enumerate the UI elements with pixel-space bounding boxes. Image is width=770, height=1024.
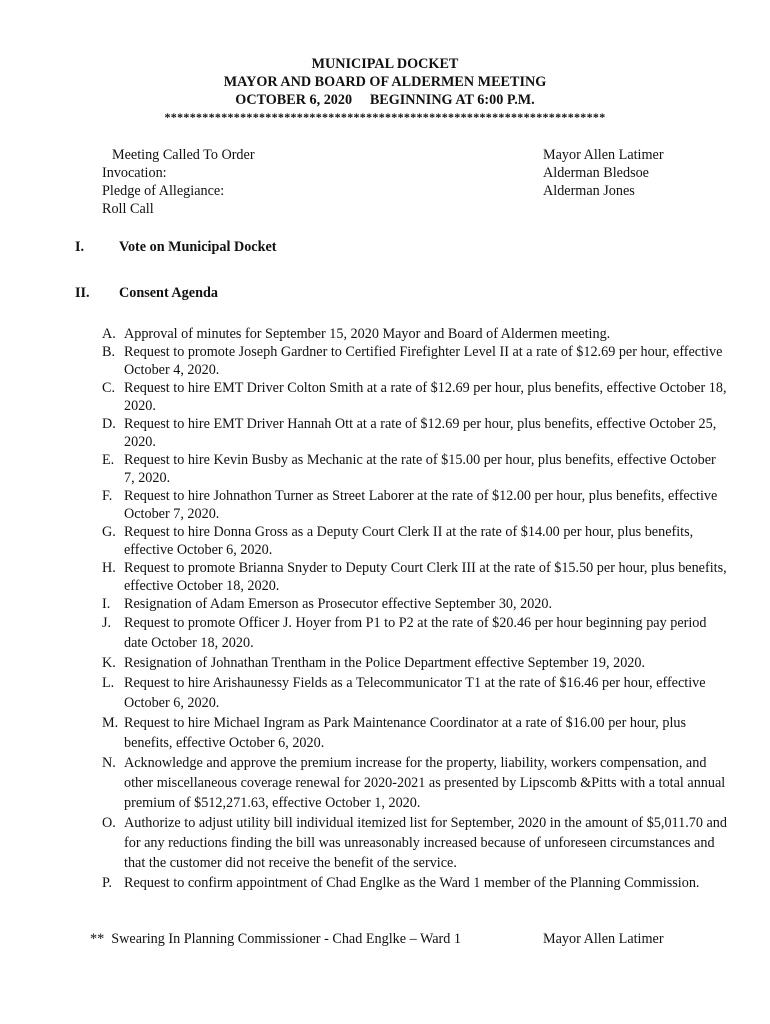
docket-title: MUNICIPAL DOCKET [311, 56, 459, 72]
item-text: Request to hire Arishaunessy Fields as a Telecommunicator T1 at the rate of $16.46 per hour, effective October 6, 2020. [124, 675, 706, 711]
meeting-name: MAYOR AND BOARD OF ALDERMEN MEETING [223, 74, 547, 90]
item-text: Acknowledge and approve the premium increase for the property, liability, workers compensation, and other miscellaneous coverage renewal for 2020-2021 as presented by Lipscomb &Pitts with a total annual premium of $512,271.63, effective October 1, 2020. [124, 755, 726, 811]
agenda-item [102, 753, 727, 813]
item-letter: O. [102, 815, 116, 831]
item-letter: D. [102, 416, 116, 432]
item-letter: F. [102, 488, 113, 504]
item-letter: L. [102, 675, 115, 691]
item-text: Request to promote Officer J. Hoyer from P1 to P2 at the rate of $20.46 per hour beginning pay period date October 18, 2020. [124, 615, 707, 651]
official-alderman-jones: Alderman Jones [543, 183, 635, 199]
item-letter: A. [102, 326, 116, 342]
item-letter: C. [102, 380, 116, 396]
meeting-called-to-order: Meeting Called To Order [112, 147, 255, 163]
item-letter: J. [102, 615, 112, 631]
swearing-in-note [90, 931, 690, 948]
item-text: Request to hire Donna Gross as a Deputy Court Clerk II at the rate of $14.00 per hour, plus benefits, effective October 6, 2020. [124, 524, 694, 558]
item-text: Request to hire Kevin Busby as Mechanic at the rate of $15.00 per hour, plus benefits, effective October 7, 2020. [124, 452, 716, 486]
item-letter: M. [102, 715, 119, 731]
section-consent-agenda [75, 285, 218, 302]
item-text: Request to promote Joseph Gardner to Certified Firefighter Level II at a rate of $12.69 per hour, effective October 4, 2020. [124, 344, 723, 378]
swearing-in-text: ** Swearing In Planning Commissioner - Chad Englke – Ward 1 [90, 931, 461, 947]
agenda-item [102, 379, 727, 415]
agenda-item [102, 343, 727, 379]
item-text: Resignation of Adam Emerson as Prosecutor effective September 30, 2020. [124, 596, 553, 612]
section-number: I. [75, 239, 85, 255]
swearing-in-official: Mayor Allen Latimer [543, 931, 664, 947]
agenda-item [102, 873, 727, 893]
item-letter: B. [102, 344, 116, 360]
item-letter: I. [102, 596, 111, 612]
item-letter: P. [102, 875, 112, 891]
agenda-item [102, 613, 727, 653]
item-text: Request to hire EMT Driver Colton Smith at a rate of $12.69 per hour, plus benefits, effective October 18, 2020. [124, 380, 727, 414]
section-number: II. [75, 285, 90, 301]
agenda-item [102, 595, 727, 613]
agenda-item [102, 653, 727, 673]
item-letter: E. [102, 452, 115, 468]
item-letter: H. [102, 560, 116, 576]
official-alderman-bledsoe: Alderman Bledsoe [543, 165, 649, 181]
item-text: Request to hire Johnathon Turner as Street Laborer at the rate of $12.00 per hour, plus benefits, effective October 7, 2020. [124, 488, 718, 522]
agenda-item [102, 415, 727, 451]
consent-agenda-list [102, 325, 727, 893]
item-text: Authorize to adjust utility bill individual itemized list for September, 2020 in the amount of $5,011.70 and for any reductions finding the bill was unreasonably increased because of unforeseen circumstances and that the customer did not receive the benefit of the service. [124, 815, 727, 871]
pledge-of-allegiance: Pledge of Allegiance: [102, 183, 225, 199]
item-letter: N. [102, 755, 116, 771]
roll-call: Roll Call [102, 201, 154, 217]
meeting-date-time: OCTOBER 6, 2020 BEGINNING AT 6:00 P.M. [235, 92, 535, 108]
item-text: Approval of minutes for September 15, 2020 Mayor and Board of Aldermen meeting. [124, 326, 611, 342]
agenda-item [102, 487, 727, 523]
agenda-item [102, 325, 727, 343]
section-title: Consent Agenda [119, 285, 218, 301]
item-letter: K. [102, 655, 116, 671]
item-text: Request to confirm appointment of Chad Englke as the Ward 1 member of the Planning Commission. [124, 875, 700, 891]
item-text: Resignation of Johnathan Trentham in the Police Department effective September 19, 2020. [124, 655, 646, 671]
docket-header [0, 55, 770, 123]
agenda-item [102, 559, 727, 595]
item-text: Request to promote Brianna Snyder to Deputy Court Clerk III at the rate of $15.50 per hour, plus benefits, effective October 18, 2020. [124, 560, 727, 594]
official-mayor: Mayor Allen Latimer [543, 147, 664, 163]
item-text: Request to hire Michael Ingram as Park Maintenance Coordinator at a rate of $16.00 per hour, plus benefits, effective October 6, 2020. [124, 715, 687, 751]
agenda-item [102, 713, 727, 753]
officials-list [543, 146, 664, 200]
invocation: Invocation: [102, 165, 167, 181]
agenda-item [102, 451, 727, 487]
agenda-item [102, 523, 727, 559]
section-vote-on-docket [75, 239, 277, 256]
opening-procedures [102, 146, 255, 218]
agenda-item [102, 673, 727, 713]
item-text: Request to hire EMT Driver Hannah Ott at a rate of $12.69 per hour, plus benefits, effective October 25, 2020. [124, 416, 717, 450]
agenda-item [102, 813, 727, 873]
star-divider: ********************************************************************** [164, 110, 606, 124]
section-title: Vote on Municipal Docket [119, 239, 277, 255]
item-letter: G. [102, 524, 116, 540]
